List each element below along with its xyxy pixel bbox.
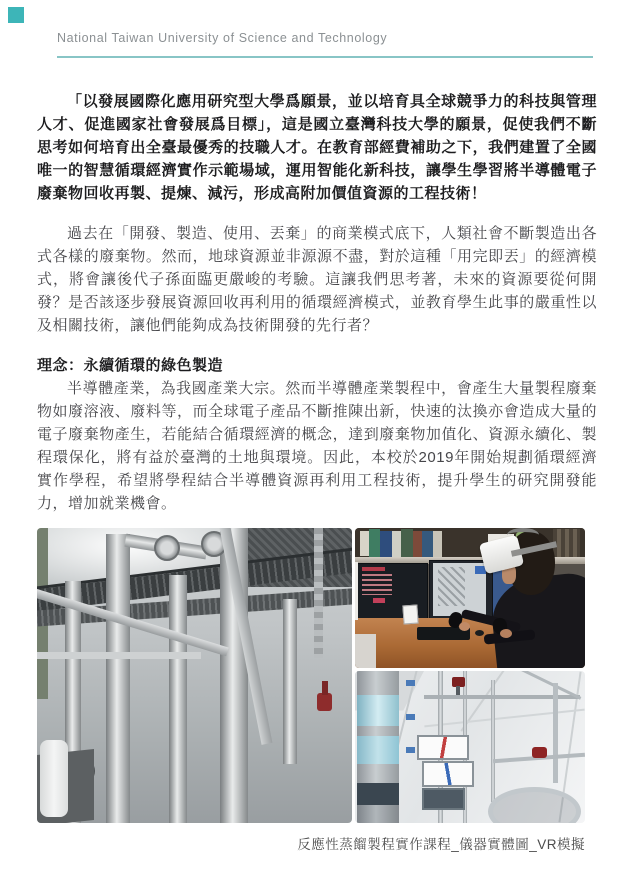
steel-pipe <box>283 599 297 764</box>
book-spine <box>413 531 422 558</box>
book-spine <box>392 531 401 558</box>
context-paragraph: 過去在「開發、製造、使用、丟棄」的商業模式底下，人類社會不斷製造出各式各樣的廢棄物。然而，地球資源並非源源不盡，對於這種「用完即丟」的經濟模式，將會讓後代子孫面臨更嚴峻的考驗。這讓我們思考著，未來的資源要從何開發？是否該逐步發展資源回收再利用的循環經濟模式，並教育學生此事的嚴重性以及相關技術，讓他們能夠成為技術開發的先行者？ <box>37 225 597 334</box>
chart-line-red <box>423 737 464 758</box>
column-glass-section <box>357 695 398 726</box>
steel-pipe <box>106 534 130 823</box>
column-glass-section <box>357 736 398 764</box>
book-spine <box>401 529 413 557</box>
column-metal-band <box>357 671 398 696</box>
white-cylinder <box>40 740 68 817</box>
screen-text-lines <box>362 574 392 595</box>
column-display <box>357 783 398 805</box>
university-name: National Taiwan University of Science and Technology <box>57 31 388 45</box>
wall-sliver <box>355 562 358 621</box>
column-metal-band <box>357 805 398 823</box>
blue-label <box>406 714 415 720</box>
intro-paragraph: 「以發展國際化應用研究型大學爲願景，並以培育具全球競爭力的科技與管理人才、促進國家社會發展爲目標」，這是國立臺灣科技大學的願景，促使我們不斷思考如何培育出全臺最優秀的技職人才。在教育部經費補助之下，我們建置了全國唯一的智慧循環經濟實作示範場域，運用智能化新科技，讓學生學習將半導體電子廢棄物回收再製、提煉、減污，形成高附加價值資源的工程技術！ <box>37 93 597 202</box>
valve-stem <box>456 686 460 695</box>
column-metal-band <box>357 764 398 785</box>
headset-top-strap <box>507 528 539 542</box>
book-spine <box>380 531 392 558</box>
vr-simulation-photo <box>355 671 585 823</box>
hand <box>459 622 470 631</box>
hand <box>500 629 512 638</box>
book-spine <box>360 531 369 556</box>
blue-label <box>406 747 415 753</box>
strut-channel <box>314 528 323 658</box>
distillation-equipment-photo <box>37 528 352 823</box>
header-divider <box>57 56 593 58</box>
book-spine <box>369 529 381 557</box>
article-body <box>37 90 597 532</box>
chart-panel <box>422 761 474 788</box>
glass-column <box>357 671 398 823</box>
red-valve-stem <box>322 681 328 695</box>
red-valve <box>317 693 332 711</box>
blue-label <box>406 680 415 686</box>
teal-corner-mark <box>8 7 24 23</box>
desk-sign <box>403 605 419 625</box>
section-heading: 理念：永續循環的綠色製造 <box>37 357 224 374</box>
book-spine <box>422 531 434 558</box>
scaffold-beam <box>37 652 201 659</box>
pipe-flange <box>154 535 180 561</box>
control-panel <box>422 788 465 810</box>
photo-caption: 反應性蒸餾製程實作課程_儀器實體圖_VR模擬 <box>297 837 585 852</box>
screen-red-badge <box>373 598 385 603</box>
book-spine <box>553 529 581 557</box>
concept-paragraph: 半導體產業，為我國產業大宗。然而半導體產業製程中，會產生大量製程廢棄物如廢溶液、廢料等，而全球電子產品不斷推陳出新，快速的汰換亦會造成大量的電子廢棄物產生，若能結合循環經濟的概念，達到廢棄物加值化、資源永續化、製程環保化，將有益於臺灣的土地與環境。因此，本校於2019年開始規劃循環經濟實作學程，希望將學程結合半導體資源再利用工程技術，提升學生的研究開發能力，增加就業機會。 <box>37 380 597 512</box>
chart-panel <box>417 735 469 760</box>
red-valve <box>532 747 547 758</box>
mouse <box>475 630 484 636</box>
flange-ring <box>488 787 581 823</box>
model-sketch <box>438 567 466 606</box>
book-spine <box>433 531 442 558</box>
wall-seam <box>424 708 584 727</box>
screen-red-header <box>362 567 385 571</box>
right-photo-column <box>355 528 585 823</box>
frame-bar <box>553 683 558 783</box>
vr-operation-photo <box>355 528 585 668</box>
steel-pipe <box>169 575 187 823</box>
cabinet <box>355 634 376 668</box>
chart-line-blue <box>428 763 469 786</box>
photo-collage <box>37 528 585 823</box>
